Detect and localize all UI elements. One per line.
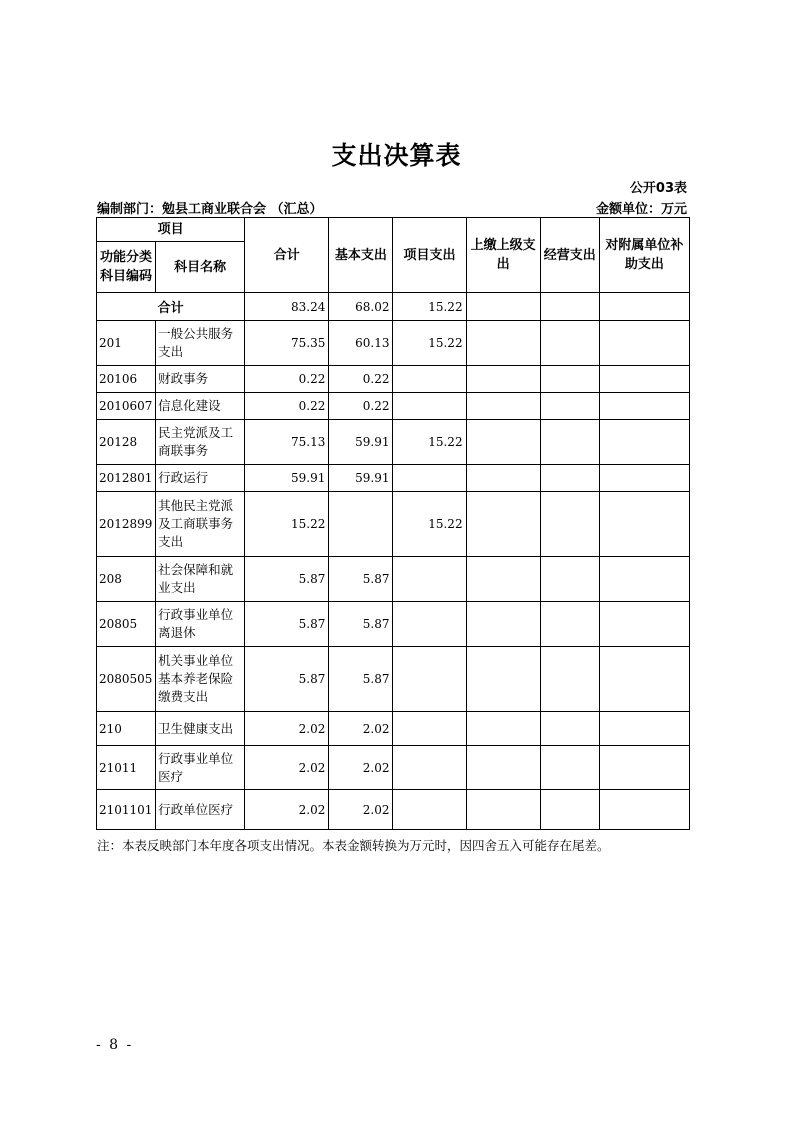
- row-basic: 0.22: [329, 366, 393, 393]
- header-code: 功能分类科目编码: [97, 242, 156, 293]
- row-basic: 2.02: [329, 746, 393, 790]
- row-name: 行政事业单位医疗: [156, 746, 245, 790]
- row-subsidy: [599, 321, 689, 366]
- row-project: [393, 366, 466, 393]
- row-code: 2012899: [97, 492, 156, 557]
- row-upper: [466, 366, 540, 393]
- row-name: 财政事务: [156, 366, 245, 393]
- row-business: [540, 492, 599, 557]
- table-row: [97, 557, 690, 602]
- total-cell-project: 15.22: [393, 293, 466, 321]
- row-basic: 5.87: [329, 557, 393, 602]
- row-name: 行政单位医疗: [156, 790, 245, 830]
- row-basic: 2.02: [329, 712, 393, 746]
- table-row: [97, 790, 690, 830]
- table-row: [97, 393, 690, 420]
- row-subsidy: [599, 790, 689, 830]
- row-code: 2080505: [97, 647, 156, 712]
- row-upper: [466, 420, 540, 465]
- row-business: [540, 465, 599, 492]
- department-label: 编制部门：勉县工商业联合会 （汇总）: [97, 202, 323, 217]
- row-upper: [466, 492, 540, 557]
- document-title: 支出决算表: [331, 141, 462, 170]
- total-cell-total: 83.24: [245, 293, 329, 321]
- row-name: 行政运行: [156, 465, 245, 492]
- row-business: [540, 602, 599, 647]
- row-total: 5.87: [245, 557, 329, 602]
- table-number: 公开03表: [629, 181, 687, 196]
- row-basic: 60.13: [329, 321, 393, 366]
- row-business: [540, 790, 599, 830]
- row-code: 20128: [97, 420, 156, 465]
- row-total: 2.02: [245, 790, 329, 830]
- row-name: 一般公共服务支出: [156, 321, 245, 366]
- row-project: [393, 712, 466, 746]
- row-project: [393, 393, 466, 420]
- row-project: 15.22: [393, 420, 466, 465]
- table-row: [97, 366, 690, 393]
- table-row: [97, 746, 690, 790]
- row-business: [540, 712, 599, 746]
- row-code: 20805: [97, 602, 156, 647]
- row-total: 2.02: [245, 712, 329, 746]
- header-project-expenditure: 项目支出: [393, 218, 466, 293]
- row-basic: 2.02: [329, 790, 393, 830]
- row-business: [540, 393, 599, 420]
- row-total: 0.22: [245, 393, 329, 420]
- row-code: 2010607: [97, 393, 156, 420]
- row-project: [393, 647, 466, 712]
- header-business: 经营支出: [540, 218, 599, 293]
- row-basic: [329, 492, 393, 557]
- row-subsidy: [599, 393, 689, 420]
- total-cell-upper: [466, 293, 540, 321]
- row-subsidy: [599, 602, 689, 647]
- header-project: 项目: [97, 218, 245, 242]
- row-project: 15.22: [393, 321, 466, 366]
- header-total: 合计: [245, 218, 329, 293]
- row-name: 民主党派及工商联事务: [156, 420, 245, 465]
- total-cell-business: [540, 293, 599, 321]
- row-business: [540, 557, 599, 602]
- row-total: 2.02: [245, 746, 329, 790]
- row-business: [540, 746, 599, 790]
- page-number: - 8 -: [96, 1037, 134, 1053]
- row-subsidy: [599, 557, 689, 602]
- row-name: 卫生健康支出: [156, 712, 245, 746]
- row-upper: [466, 465, 540, 492]
- header-subsidy: 对附属单位补助支出: [599, 218, 689, 293]
- table-note: 注：本表反映部门本年度各项支出情况。本表金额转换为万元时，因四舍五入可能存在尾差。: [97, 838, 610, 853]
- row-business: [540, 321, 599, 366]
- row-total: 75.35: [245, 321, 329, 366]
- table-row: [97, 465, 690, 492]
- row-basic: 5.87: [329, 602, 393, 647]
- row-upper: [466, 602, 540, 647]
- row-subsidy: [599, 746, 689, 790]
- row-project: [393, 602, 466, 647]
- row-name: 社会保障和就业支出: [156, 557, 245, 602]
- row-business: [540, 420, 599, 465]
- row-upper: [466, 790, 540, 830]
- table-row: [97, 420, 690, 465]
- row-name: 其他民主党派及工商联事务支出: [156, 492, 245, 557]
- row-project: [393, 790, 466, 830]
- header-basic: 基本支出: [329, 218, 393, 293]
- table-row: [97, 647, 690, 712]
- row-subsidy: [599, 647, 689, 712]
- row-subsidy: [599, 420, 689, 465]
- row-total: 5.87: [245, 602, 329, 647]
- row-basic: 59.91: [329, 420, 393, 465]
- row-basic: 5.87: [329, 647, 393, 712]
- unit-label: 金额单位：万元: [595, 202, 687, 217]
- row-upper: [466, 321, 540, 366]
- row-name: 信息化建设: [156, 393, 245, 420]
- row-subsidy: [599, 366, 689, 393]
- row-basic: 59.91: [329, 465, 393, 492]
- row-total: 5.87: [245, 647, 329, 712]
- row-subsidy: [599, 465, 689, 492]
- row-business: [540, 366, 599, 393]
- meta-row: [97, 198, 687, 216]
- row-project: [393, 465, 466, 492]
- row-upper: [466, 712, 540, 746]
- row-upper: [466, 393, 540, 420]
- row-upper: [466, 647, 540, 712]
- row-code: 20106: [97, 366, 156, 393]
- table-row: [97, 602, 690, 647]
- row-name: 机关事业单位基本养老保险缴费支出: [156, 647, 245, 712]
- row-code: 210: [97, 712, 156, 746]
- row-project: [393, 557, 466, 602]
- row-name: 行政事业单位离退休: [156, 602, 245, 647]
- total-cell-basic: 68.02: [329, 293, 393, 321]
- row-project: 15.22: [393, 492, 466, 557]
- row-subsidy: [599, 712, 689, 746]
- header-name: 科目名称: [156, 242, 245, 293]
- row-basic: 0.22: [329, 393, 393, 420]
- row-code: 208: [97, 557, 156, 602]
- row-code: 21011: [97, 746, 156, 790]
- row-project: [393, 746, 466, 790]
- row-code: 201: [97, 321, 156, 366]
- table-row: [97, 321, 690, 366]
- total-label: 合计: [97, 293, 245, 321]
- row-business: [540, 647, 599, 712]
- row-subsidy: [599, 492, 689, 557]
- row-total: 59.91: [245, 465, 329, 492]
- row-total: 75.13: [245, 420, 329, 465]
- total-row: [97, 293, 690, 321]
- total-cell-subsidy: [599, 293, 689, 321]
- row-total: 0.22: [245, 366, 329, 393]
- header-upper: 上缴上级支出: [466, 218, 540, 293]
- row-upper: [466, 557, 540, 602]
- row-total: 15.22: [245, 492, 329, 557]
- table-row: [97, 712, 690, 746]
- expenditure-table: [96, 217, 690, 830]
- table-row: [97, 492, 690, 557]
- row-upper: [466, 746, 540, 790]
- row-code: 2012801: [97, 465, 156, 492]
- row-code: 2101101: [97, 790, 156, 830]
